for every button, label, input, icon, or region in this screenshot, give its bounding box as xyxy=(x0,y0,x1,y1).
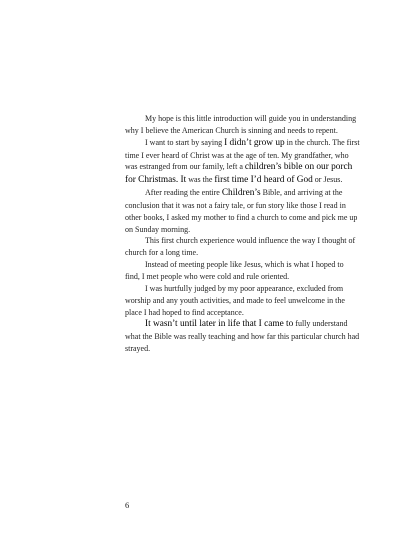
paragraph-text: I want to start by saying xyxy=(145,137,225,147)
paragraph xyxy=(125,235,360,259)
emphasized-text: children’s bible on our porch for Christmas. It xyxy=(125,162,353,186)
emphasized-text: first time I’d heard of God xyxy=(214,175,313,186)
paragraph xyxy=(125,113,360,137)
paragraph-text: After reading the entire xyxy=(145,188,222,198)
paragraph-text: Bible, and arriving at the conclusion that it was not a fairy tale, or fun story like those I read in other books, I asked my mother to find a church to come and pick me up on Sunday morning. xyxy=(125,188,358,234)
paragraph xyxy=(125,283,360,319)
paragraph-text: or Jesus. xyxy=(312,175,343,185)
paragraph-text: My hope is this little introduction will guide you in understanding why I believe the American Church is sinning and needs to repent. xyxy=(125,114,357,135)
paragraph-text: I was hurtfully judged by my poor appearance, excluded from worship and any youth activities, and made to feel unwelcome in the place I had hoped to find acceptance. xyxy=(125,283,345,317)
body-text xyxy=(125,113,360,355)
paragraph xyxy=(125,137,360,187)
paragraph xyxy=(125,318,360,355)
paragraph-text: fully understand what the Bible was really teaching and how far this particular church had strayed. xyxy=(125,319,360,354)
paragraph-text: This first church experience would influence the way I thought of church for a long time. xyxy=(125,236,356,258)
paragraph xyxy=(125,187,360,235)
emphasized-text: I didn’t grow up xyxy=(224,137,285,148)
paragraph-text: Instead of meeting people like Jesus, which is what I hoped to find, I met people who were cold and rule oriented. xyxy=(125,260,344,281)
emphasized-text: It wasn’t until later in life that I came to xyxy=(145,319,294,330)
emphasized-text: Children’s xyxy=(221,188,261,199)
page-number: 6 xyxy=(125,500,130,510)
paragraph-text: was the xyxy=(186,175,215,185)
paragraph xyxy=(125,259,360,283)
paragraph-text: in the church. The first time I ever heard of Christ was at the age of ten. My grandfather, who was estranged from our family, left a xyxy=(125,137,360,172)
